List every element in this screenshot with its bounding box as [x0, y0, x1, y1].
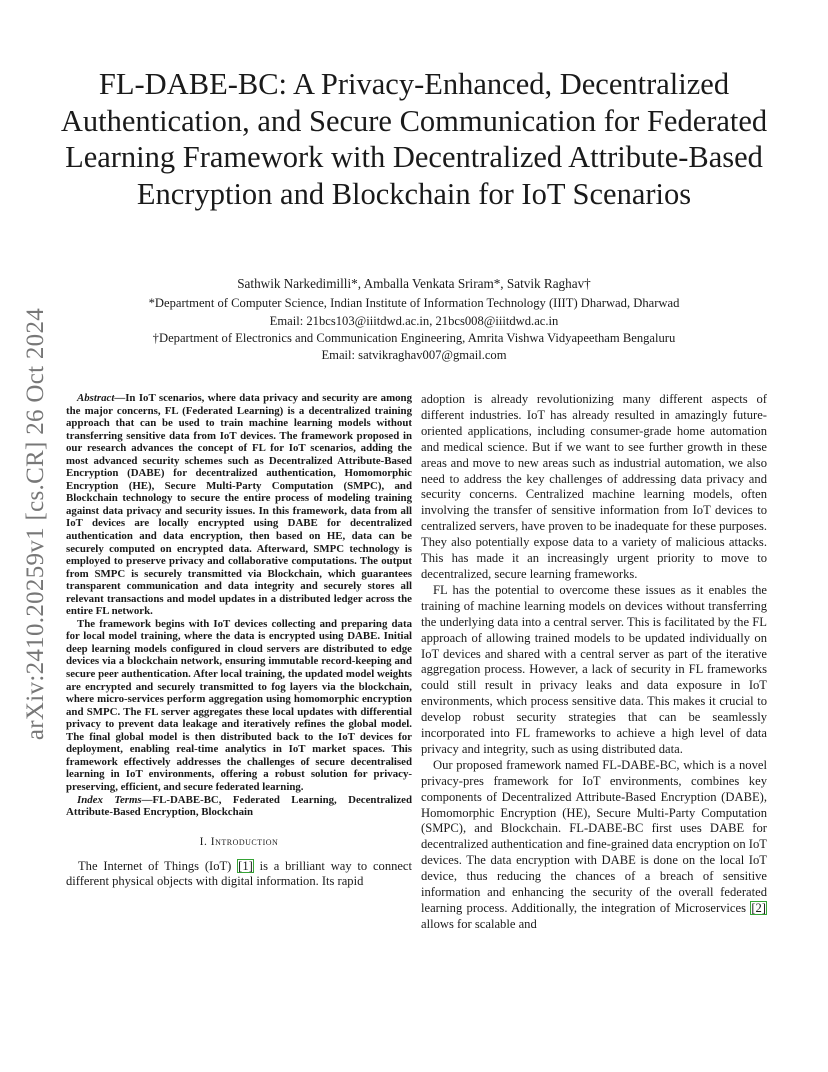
email-iiit: Email: 21bcs103@iiitdwd.ac.in, 21bcs008@iiitdwd.ac.in [269, 314, 559, 328]
abstract-label: Abstract [77, 392, 115, 404]
paper-title: FL-DABE-BC: A Privacy-Enhanced, Decentralized Authentication, and Secure Communication for Federated Learning Framework with Decentralized Attribute-Based Encryption and Blockchain for IoT Scenarios [60, 67, 768, 211]
abstract [66, 392, 412, 819]
citation-link-2[interactable]: [2] [751, 901, 766, 915]
arxiv-identifier-stamp: arXiv:2410.20259v1 [cs.CR] 26 Oct 2024 [22, 307, 49, 741]
citation-link-1[interactable]: [1] [238, 858, 253, 873]
body-paragraph-2: FL has the potential to overcome these issues as it enables the training of machine learning models on devices without transferring the underlying data into a central server. This is facilitated by the FL approach of allowing trained models to be updated individually on IoT devices and shared with a central server as part of the iterative aggregation process. However, a lack of security in FL frameworks could still result in privacy leaks and data exposure in IoT environments, which process sensitive data. This makes it crucial to develop robust security strategies that can be seamlessly incorporated into FL frameworks to achieve a high level of data privacy and integrity, such as using distributed data. [421, 582, 767, 756]
email-amrita: Email: satvikraghav007@gmail.com [321, 348, 507, 362]
intro-paragraph: The Internet of Things (IoT) [1] is a brilliant way to connect different physical objects with digital information. Its rapid [66, 858, 412, 889]
body-paragraph-3: Our proposed framework named FL-DABE-BC, which is a novel privacy-pres framework for IoT environments, combines key components of Decentralized Attribute-Based Encryption (DABE), Homomorphic Encryption (HE), Secure Multi-Party Computation (SMPC), and Blockchain. FL-DABE-BC first uses DABE for decentralized authentication and fine-grained data encryption on IoT devices. The data encryption with DABE is done on the local IoT device, thus reducing the chances of a breach of sensitive information and enhancing the security of the overall federated learning process. Additionally, the integration of Microservices [2] allows for scalable and [421, 757, 767, 931]
abstract-paragraph-1: —In IoT scenarios, where data privacy and security are among the major concerns, FL (Federated Learning) is a decentralized training approach that can be used to train machine learning models without transferring sensitive data from IoT devices. The framework proposed in our research advances the concept of FL for IoT scenarios, adding the most advanced security schemes such as Decentralized Attribute-Based Encryption (DABE) for decentralized authentication, Homomorphic Encryption (HE), Secure Multi-Party Computation (SMPC), and Blockchain technology to secure the entire process of modeling training against data privacy and security issues. In this framework, data from all IoT devices are locally encrypted using DABE for decentralized authentication and data encryption, then based on HE, data can be securely computed on encrypted data. Afterward, SMPC technology is employed to preserve privacy and collaborative computations. The output from SMPC is securely transmitted via Blockchain, which guarantees transparent communication and data integrity and securely stores all relevant transactions and model updates in a distributed ledger across the entire FL network. [66, 392, 412, 618]
author-list: Sathwik Narkedimilli*, Amballa Venkata Sriram*, Satvik Raghav† [237, 276, 591, 291]
index-terms: —FL-DABE-BC, Federated Learning, Decentralized Attribute-Based Encryption, Blockchain [66, 793, 412, 819]
section-heading-introduction: I. Introduction [199, 835, 279, 848]
left-column [66, 392, 412, 890]
affiliation-iiit: *Department of Computer Science, Indian Institute of Information Technology (IIIT) Dharwad, Dharwad [148, 296, 680, 310]
abstract-paragraph-2: The framework begins with IoT devices collecting and preparing data for local model training, where the data is encrypted using DABE. Initial deep learning models configured in cloud servers are distributed to edge devices via a blockchain network, ensuring immutable record-keeping and secure peer authentication. After local training, the updated model weights are encrypted and securely transmitted to fog layers via the blockchain, where micro-services perform aggregation using homomorphic encryption and SMPC. The FL server aggregates these local updates with differential privacy to prevent data leakage and iteratively refines the global model. The final global model is then distributed back to the IoT devices for deployment, enabling real-time analytics in IoT market spaces. This framework effectively addresses the challenges of secure decentralised learning in IoT environments, offering a robust solution for privacy-preserving, efficient, and secure federated learning. [66, 617, 412, 793]
right-column [421, 392, 767, 933]
body-paragraph-1: adoption is already revolutionizing many different aspects of different industries. IoT has already resulted in amazingly future-oriented applications, including consumer-grade home automation and medical science. But if we want to see further growth in these areas and move to new areas such as industrial automation, we also need to address the key challenges of addressing data privacy and security concerns. Centralized machine learning models, often involving the transfer of sensitive information from IoT devices to centralized servers, have proven to be inadequate for these purposes. They also potentially expose data to a variety of malicious attacks. This has made it an increasingly urgent priority to move to decentralized, secure learning frameworks. [421, 392, 767, 581]
affiliation-amrita: †Department of Electronics and Communication Engineering, Amrita Vishwa Vidyapeetham Bengaluru [152, 331, 676, 345]
index-terms-label: Index Terms [77, 793, 142, 806]
